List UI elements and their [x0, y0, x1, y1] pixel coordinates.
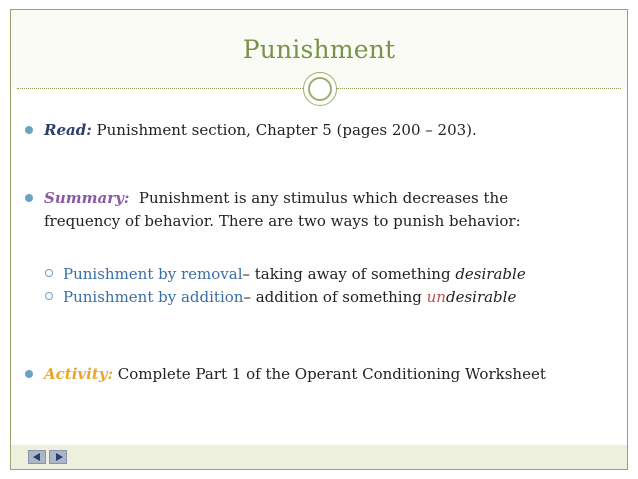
hollow-circle-bullet-icon — [45, 292, 53, 300]
bullet-dot-icon — [25, 370, 33, 378]
read-line — [44, 119, 477, 141]
slide-title: Punishment — [242, 35, 396, 64]
addition-emph: desirable — [445, 288, 517, 306]
removal-emph: desirable — [455, 265, 526, 283]
activity-label: Activity: — [44, 365, 113, 383]
sub-item-text — [63, 263, 526, 285]
removal-text: – taking away of something — [242, 265, 456, 283]
slide-content — [11, 10, 627, 469]
activity-line — [44, 363, 546, 385]
footer-bar — [11, 445, 627, 469]
summary-text-line2: frequency of behavior. There are two ways to punish behavior: — [44, 212, 521, 230]
summary-text-line1: Punishment is any stimulus which decreases the — [129, 189, 509, 207]
activity-text: Complete Part 1 of the Operant Conditioning Worksheet — [113, 365, 546, 383]
sub-item-text — [63, 286, 516, 308]
summary-line — [44, 187, 508, 209]
next-slide-button[interactable] — [49, 450, 67, 464]
hollow-circle-bullet-icon — [45, 269, 53, 277]
term-addition: Punishment by addition — [63, 288, 244, 306]
summary-label: Summary: — [44, 189, 130, 207]
triangle-right-icon — [56, 453, 63, 461]
addition-text: – addition of something — [243, 288, 427, 306]
addition-emph-prefix: un — [426, 288, 446, 306]
triangle-left-icon — [33, 453, 40, 461]
bullet-dot-icon — [25, 126, 33, 134]
term-removal: Punishment by removal — [63, 265, 243, 283]
read-text: Punishment section, Chapter 5 (pages 200 – 203). — [91, 121, 477, 139]
bullet-dot-icon — [25, 194, 33, 202]
previous-slide-button[interactable] — [28, 450, 46, 464]
slide-frame — [10, 9, 628, 470]
read-label: Read: — [44, 121, 92, 139]
